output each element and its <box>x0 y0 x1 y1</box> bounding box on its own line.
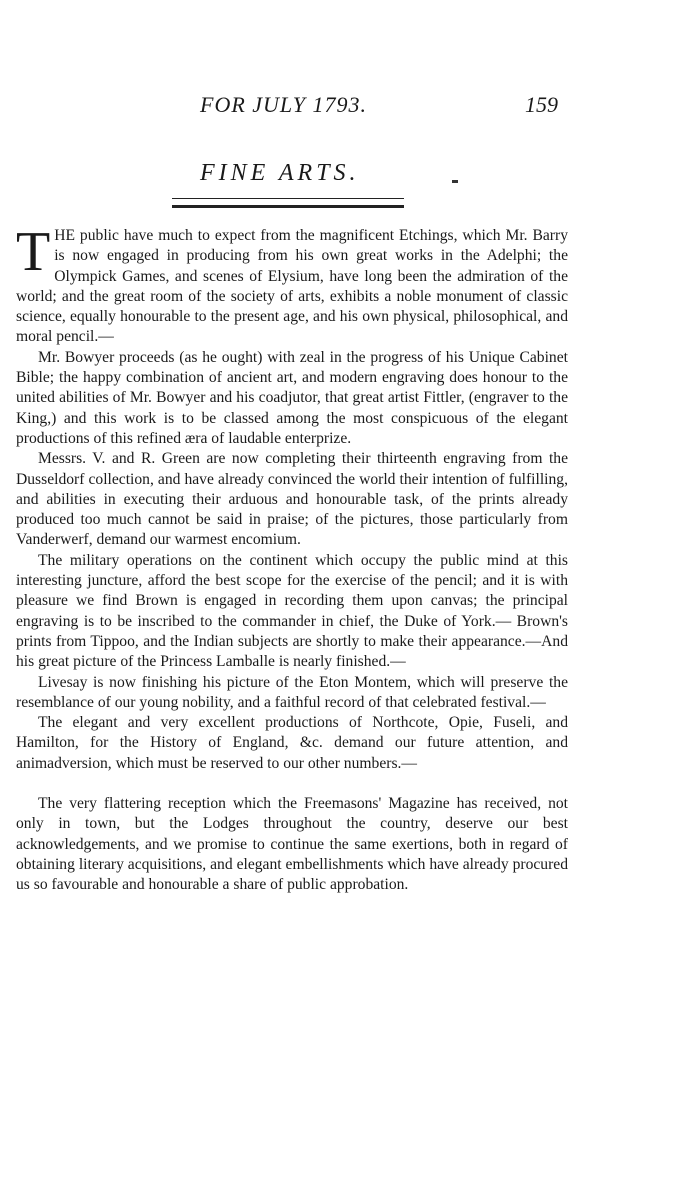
drop-cap: T <box>16 221 51 283</box>
paragraph-text: HE public have much to expect from the magnificent Etchings, which Mr. Barry is now engaged in producing from his own great works in the Adelphi; the Olympick Games, and scenes of Elysium, have long been the admiration of the world; and the great room of the society of arts, exhibits a noble monument of classic science, equally honourable to the present age, and his own physical, philosophical, and moral pencil.— <box>16 227 568 346</box>
paragraph-freemasons: The very flattering reception which the Freemasons' Magazine has received, not only in town, but the Lodges throughout the country, deserve our best acknowledgements, and we promise to continue the same exertions, both in regard of obtaining literary acquisitions, and elegant embellishments which have already procured us so favourable and honourable a share of public approbation. <box>16 795 568 894</box>
title-double-rule <box>172 198 404 208</box>
running-head: FOR JULY 1793. <box>200 92 367 117</box>
article-body <box>16 221 568 896</box>
paragraph-green: Messrs. V. and R. Green are now completing their thirteenth engraving from the Dusseldorf collection, and have already convinced the world their intention of fulfilling, and abilities in executing their arduous and honourable task, of the prints already produced too much cannot be said in praise; of the pictures, those particularly from Vanderwerf, demand our warmest encomium. <box>16 450 568 549</box>
page-number: 159 <box>525 92 558 117</box>
paragraph-northcote: The elegant and very excellent productions of Northcote, Opie, Fuseli, and Hamilton, for the History of England, &c. demand our future attention, and animadversion, which must be reserved to our other numbers.— <box>16 714 568 772</box>
ink-mark <box>452 180 458 183</box>
paragraph-livesay: Livesay is now finishing his picture of the Eton Montem, which will preserve the resemblance of our young nobility, and a faithful record of that celebrated festival.— <box>16 673 568 711</box>
section-title: FINE ARTS. <box>200 160 360 186</box>
paragraph-brown: The military operations on the continent which occupy the public mind at this interesting juncture, afford the best scope for the exercise of the pencil; and it is with pleasure we find Brown is engaged in recording them upon canvas; the principal engraving is to be inscribed to the commander in chief, the Duke of York.— Brown's prints from Tippoo, and the Indian subjects are shortly to make their appearance.—And his great picture of the Princess Lamballe is nearly finished.— <box>16 551 568 671</box>
paragraph-barry <box>16 221 568 348</box>
paragraph-bowyer: Mr. Bowyer proceeds (as he ought) with zeal in the progress of his Unique Cabinet Bible; the happy combination of ancient art, and modern engraving does honour to the united abilities of Mr. Bowyer and his coadjutor, that great artist Fittler, (engraver to the King,) and this work is to be classed among the most conspicuous of the elegant productions of this refined æra of laudable enterprize. <box>16 348 568 447</box>
